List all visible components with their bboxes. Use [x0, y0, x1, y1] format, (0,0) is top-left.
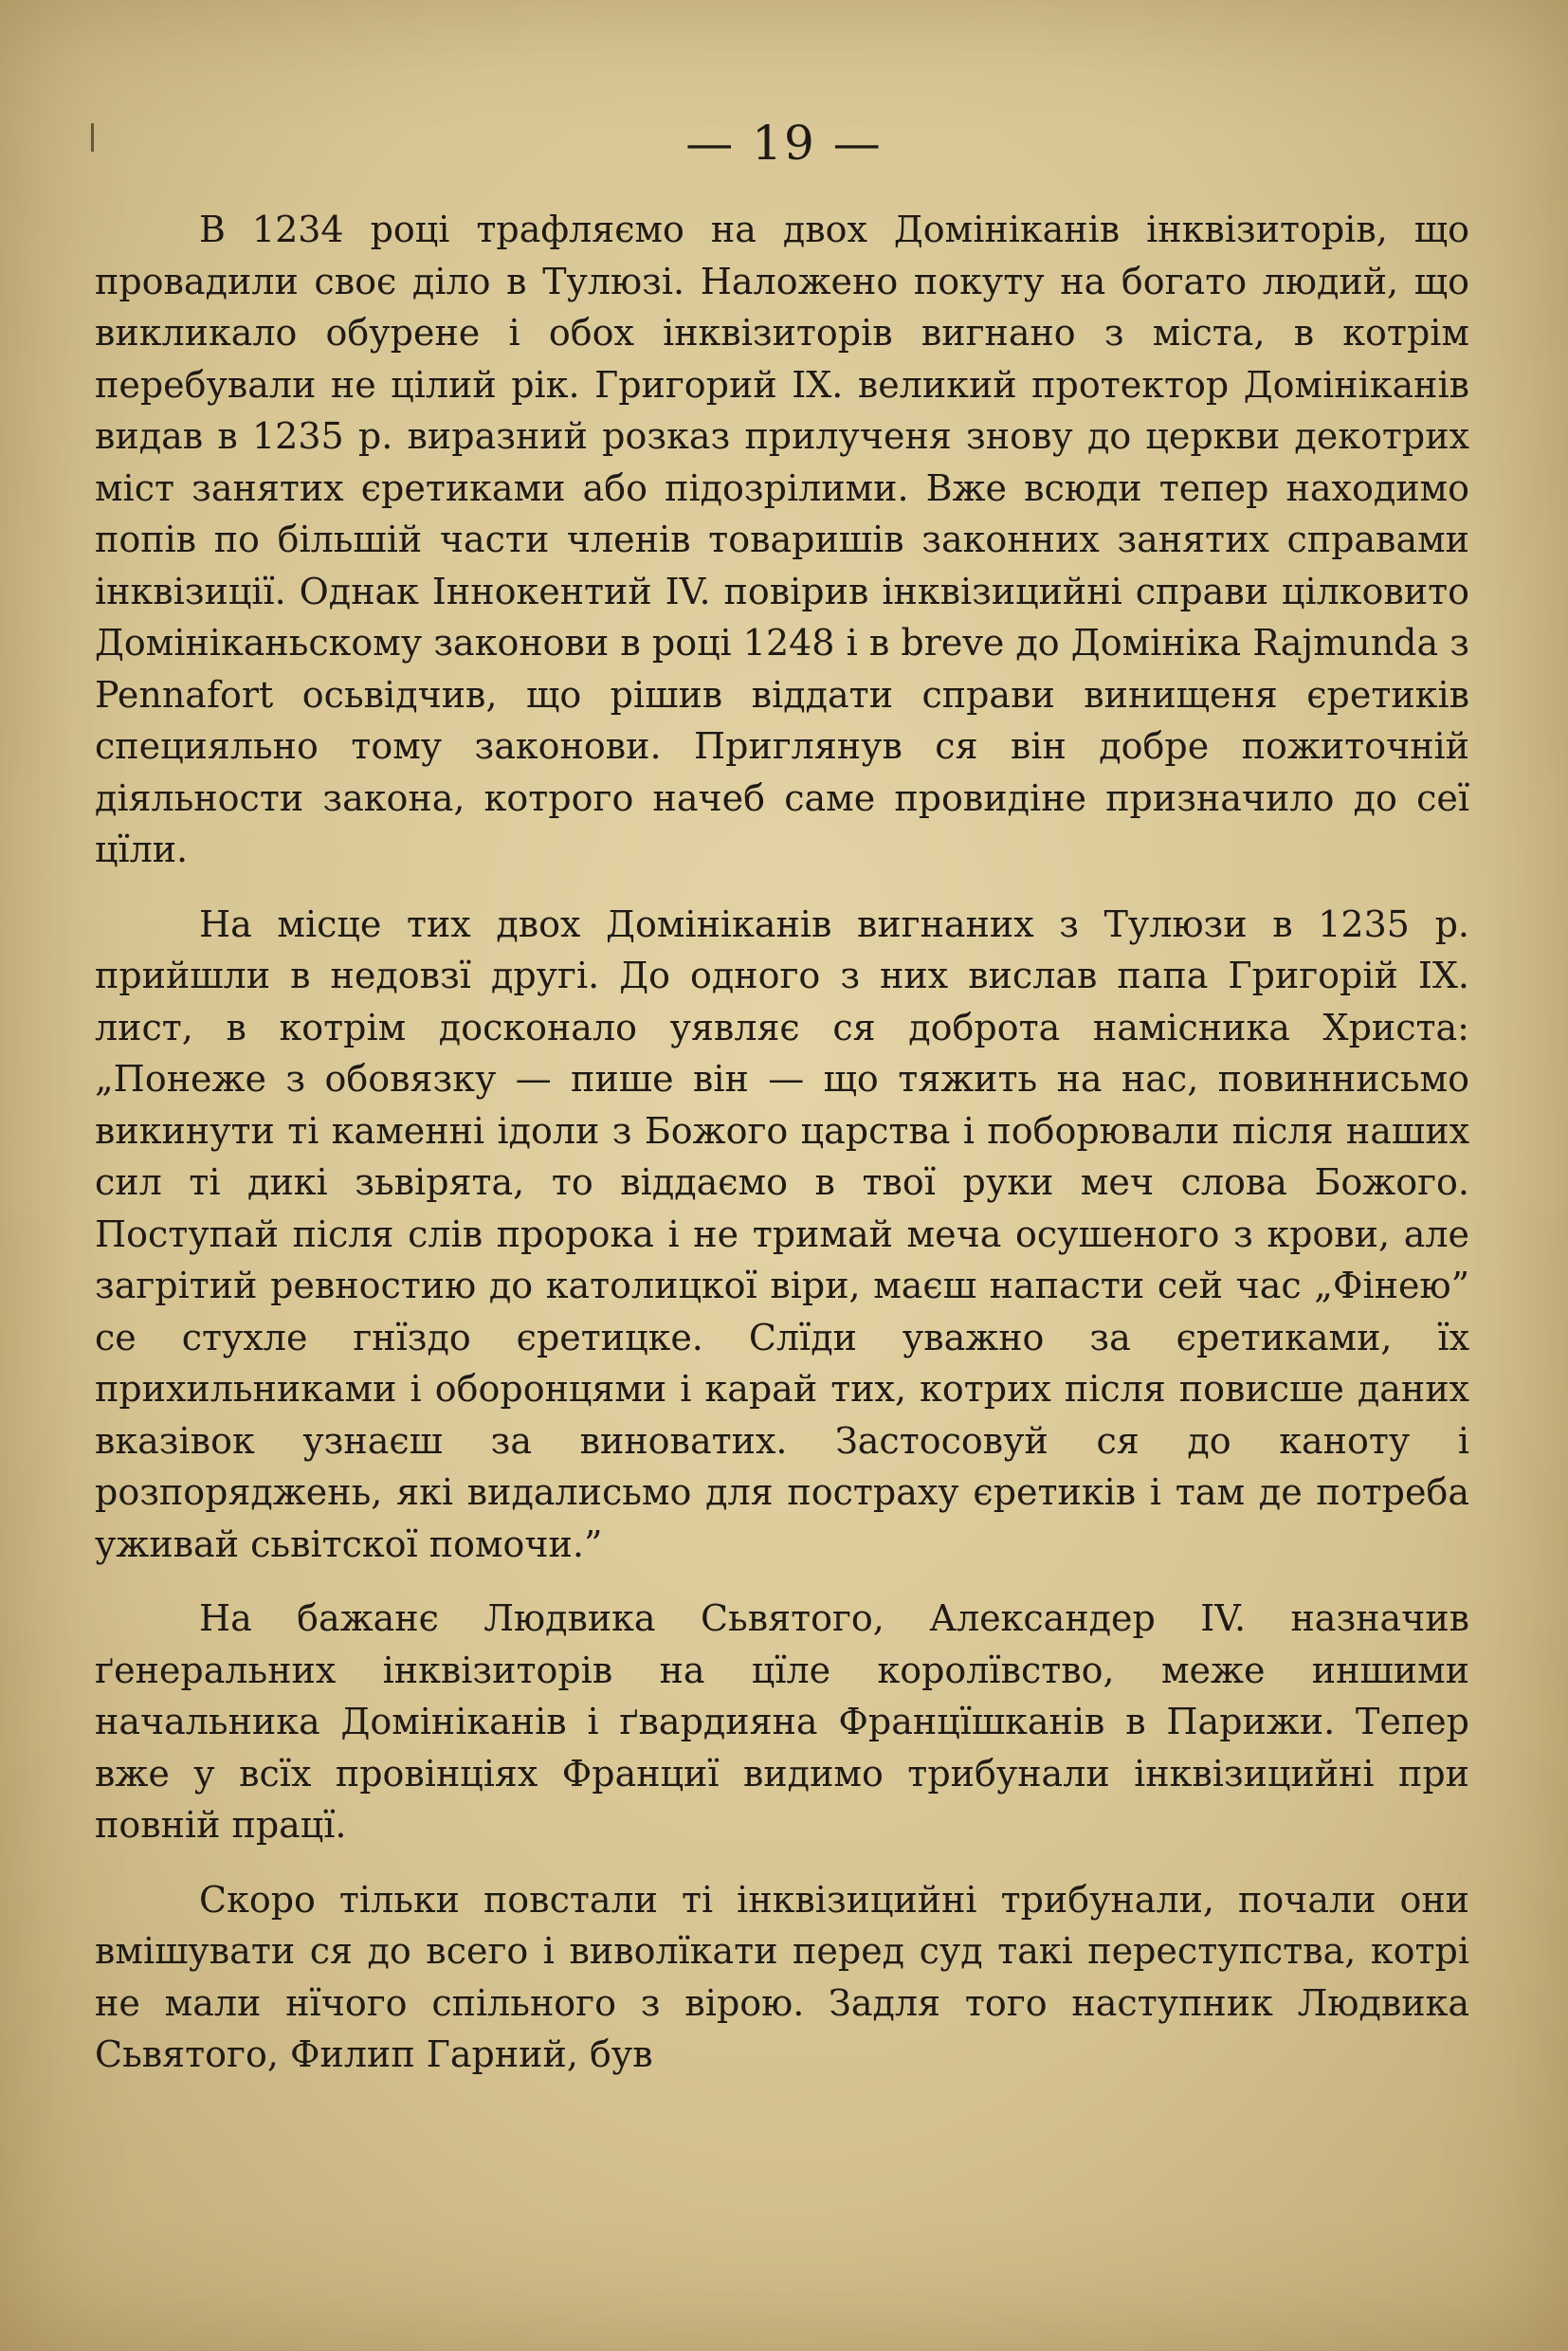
paragraph-1: В 1234 році трафляємо на двох Домініканів інквізиторів, що провадили своє діло в Тулюзі. Наложено покуту на богато людий, що викликало обурене і обох інквізиторів вигнано з міста, в котрім перебували не цілий рік. Григорий IX. великий протектор Домініканів видав в 1235 р. виразний розказ прилученя знову до церкви декотрих міст занятих єретиками або підозрілими. Вже всюди тепер находимо попів по більшій части членів товаришів законних занятих справами інквізиції. Однак Іннокентий IV. повірив інквізицийні справи цілковито Домініканьскому законови в році 1248 і в breve до Домініка Rajmunda з Pennafort осьвідчив, що рішив віддати справи винищеня єретиків специяльно тому законови. Приглянув ся він добре пожиточній діяльности закона, котрого начеб саме провидіне призначило до сеї цїли. — [95, 209, 1469, 870]
paragraph-3: На бажанє Людвика Сьвятого, Александер IV. назначив ґенеральних інквізиторів на цїле королївство, меже иншими начальника Домініканів і ґвардияна Францїшканів в Парижи. Тепер вже у всїх провінціях Франциї видимо трибунали інквізицийні при повній працї. — [95, 1597, 1469, 1846]
body-text — [95, 204, 1469, 2081]
page-number: — 19 — — [685, 116, 883, 171]
paragraph-2: На місце тих двох Домініканів вигнаних з Тулюзи в 1235 р. прийшли в недовзї другі. До одного з них вислав папа Григорій IX. лист, в котрім досконало уявляє ся доброта намісника Христа: „Понеже з обовязку — пише він — що тяжить на нас, повиннисьмо викинути ті каменні ідоли з Божого царства і поборювали після наших сил ті дикі зьвірята, то віддаємо в твої руки меч слова Божого. Поступай після слів пророка і не тримай меча осушеного з крови, але загрітий ревностию до католицкої віри, маєш напасти сей час „Фінею” се стухле гнїздо єретицке. Слїди уважно за єретиками, їх прихильниками і оборонцями і карай тих, котрих після повисше даних вказівок узнаєш за виноватих. Застосовуй ся до каноту і розпоряджень, які видалисьмо для постраху єретиків і там де потреба уживай сьвітскої помочи.” — [95, 902, 1469, 1565]
paragraph-4: Скоро тільки повстали ті інквізицийні трибунали, почали они вмішувати ся до всего і виволїкати перед суд такі переступства, котрі не мали нїчого спільного з вірою. Задля того наступник Людвика Сьвятого, Филип Гарний, був — [95, 1878, 1469, 2075]
